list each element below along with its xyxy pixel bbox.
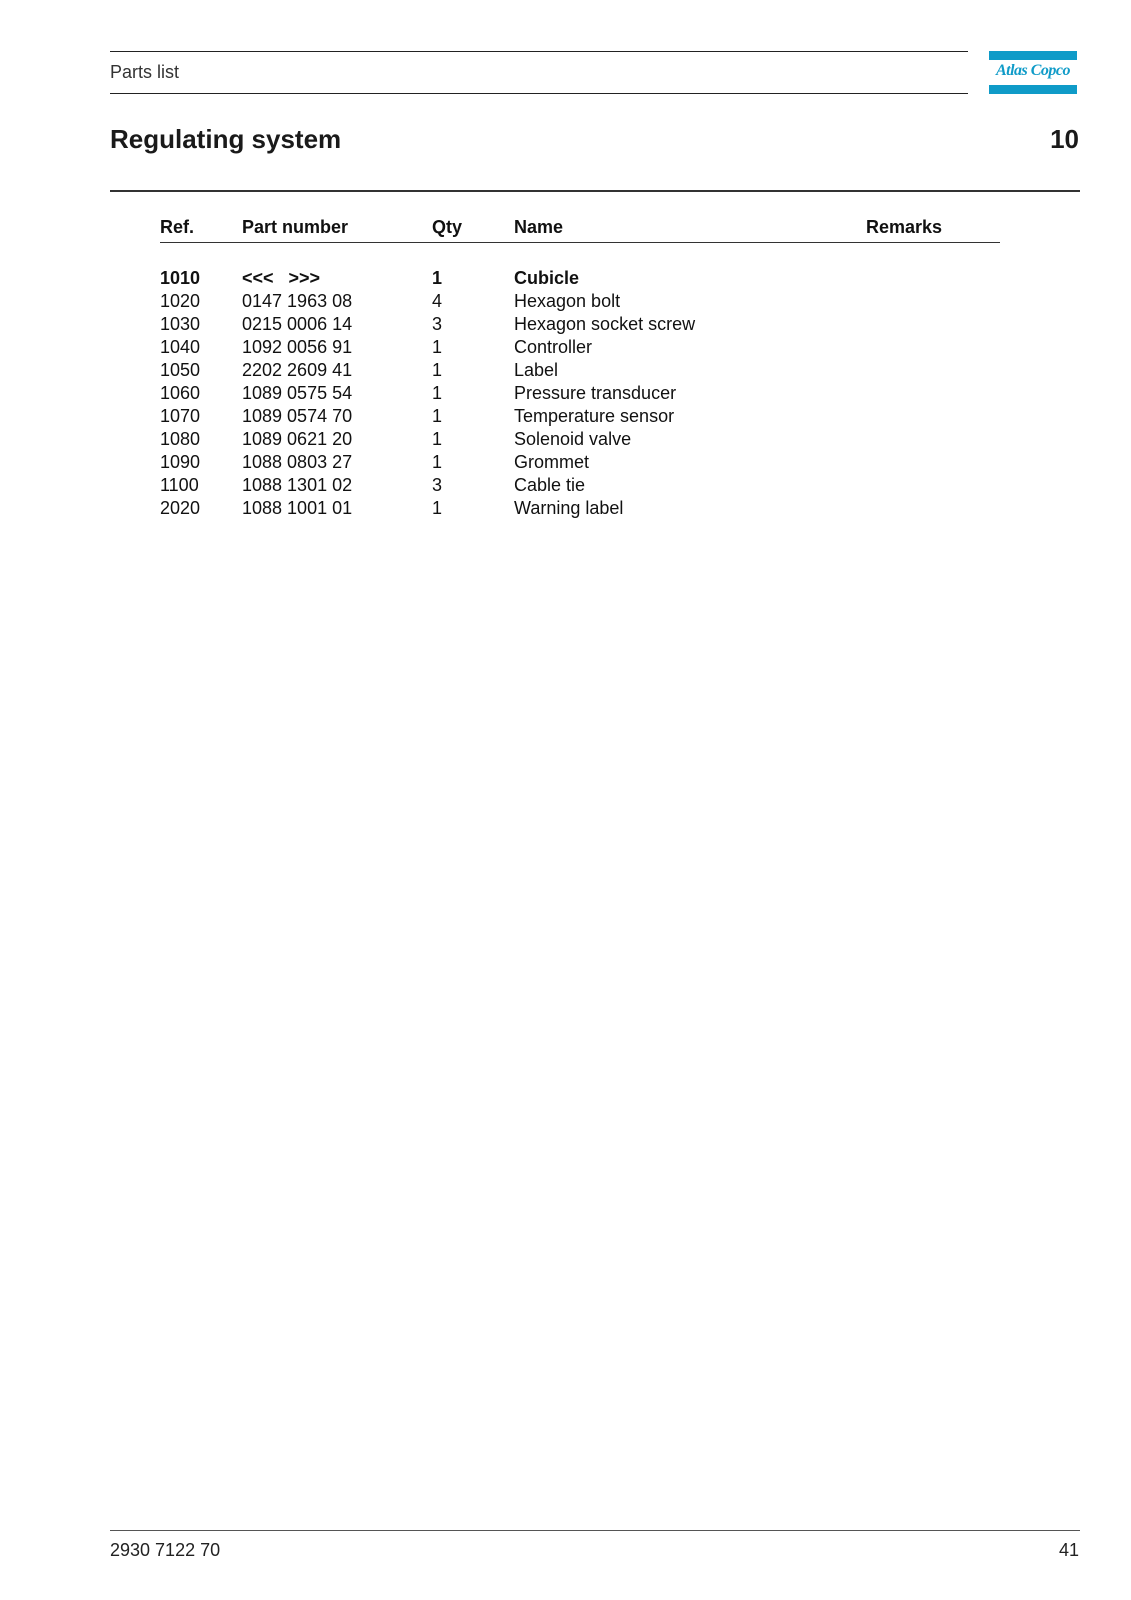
- footer-rule: [110, 1530, 1080, 1531]
- cell-name: Hexagon socket screw: [514, 314, 696, 334]
- footer-doc-number: 2930 7122 70: [110, 1540, 221, 1560]
- logo-bottom-bar: [989, 85, 1077, 94]
- cell-qty: 3: [432, 475, 443, 495]
- cell-name: Grommet: [514, 452, 590, 472]
- cell-part-number: 1089 0621 20: [242, 429, 353, 449]
- table-row: [160, 267, 1000, 290]
- cell-part-number: <<< >>>: [242, 268, 321, 288]
- cell-qty: 1: [432, 429, 443, 449]
- cell-part-number: 1092 0056 91: [242, 337, 353, 357]
- cell-remarks: [866, 428, 1000, 451]
- cell-remarks: [866, 336, 1000, 359]
- cell-name: Controller: [514, 337, 593, 357]
- cell-name: Solenoid valve: [514, 429, 632, 449]
- cell-remarks: [866, 313, 1000, 336]
- table-row: [160, 405, 1000, 428]
- cell-ref: 1010: [160, 268, 201, 288]
- cell-remarks: [866, 359, 1000, 382]
- cell-qty: 1: [432, 452, 443, 472]
- footer-page-number: 41: [1058, 1540, 1079, 1560]
- cell-remarks: [866, 451, 1000, 474]
- table-row: [160, 359, 1000, 382]
- cell-remarks: [866, 267, 1000, 290]
- cell-part-number: 1088 0803 27: [242, 452, 353, 472]
- cell-part-number: 0215 0006 14: [242, 314, 353, 334]
- cell-qty: 4: [432, 291, 443, 311]
- title-rule: [110, 190, 1080, 192]
- cell-ref: 1090: [160, 452, 201, 472]
- cell-remarks: [866, 290, 1000, 313]
- column-header-name: Name: [514, 214, 866, 243]
- column-header-qty: Qty: [432, 214, 514, 243]
- cell-qty: 1: [432, 406, 443, 426]
- column-header-part-number: Part number: [242, 214, 432, 243]
- table-row: [160, 336, 1000, 359]
- cell-qty: 1: [432, 383, 443, 403]
- cell-name: Temperature sensor: [514, 406, 675, 426]
- cell-part-number: 1088 1001 01: [242, 498, 353, 518]
- cell-ref: 1060: [160, 383, 201, 403]
- cell-part-number: 1089 0575 54: [242, 383, 353, 403]
- cell-name: Pressure transducer: [514, 383, 677, 403]
- section-number: 10: [1050, 124, 1079, 154]
- cell-ref: 1040: [160, 337, 201, 357]
- cell-remarks: [866, 497, 1000, 520]
- cell-name: Hexagon bolt: [514, 291, 621, 311]
- parts-table: [160, 214, 1000, 520]
- cell-ref: 1050: [160, 360, 201, 380]
- cell-ref: 1020: [160, 291, 201, 311]
- cell-ref: 2020: [160, 498, 201, 518]
- cell-ref: 1070: [160, 406, 201, 426]
- table-row: [160, 474, 1000, 497]
- cell-remarks: [866, 382, 1000, 405]
- header-top-rule: [110, 51, 968, 52]
- logo-top-bar: [989, 51, 1077, 60]
- cell-part-number: 2202 2609 41: [242, 360, 353, 380]
- table-row: [160, 428, 1000, 451]
- cell-name: Cubicle: [514, 268, 580, 288]
- table-row: [160, 382, 1000, 405]
- cell-ref: 1080: [160, 429, 201, 449]
- cell-qty: 1: [432, 360, 443, 380]
- logo-text: Atlas Copco: [995, 62, 1071, 79]
- table-header-row: [160, 214, 1000, 243]
- header-bottom-rule: [110, 93, 968, 94]
- column-header-ref: Ref.: [160, 214, 242, 243]
- column-header-remarks: Remarks: [866, 214, 1000, 243]
- cell-qty: 1: [432, 268, 443, 288]
- cell-part-number: 0147 1963 08: [242, 291, 353, 311]
- cell-name: Warning label: [514, 498, 624, 518]
- cell-part-number: 1089 0574 70: [242, 406, 353, 426]
- cell-remarks: [866, 474, 1000, 497]
- table-row: [160, 290, 1000, 313]
- header-label: Parts list: [110, 62, 180, 82]
- cell-qty: 1: [432, 498, 443, 518]
- cell-ref: 1100: [160, 475, 199, 495]
- cell-remarks: [866, 405, 1000, 428]
- cell-name: Label: [514, 360, 559, 380]
- table-spacer: [160, 243, 1000, 268]
- table-row: [160, 451, 1000, 474]
- cell-qty: 1: [432, 337, 443, 357]
- cell-qty: 3: [432, 314, 443, 334]
- atlas-copco-logo: [989, 51, 1077, 94]
- cell-part-number: 1088 1301 02: [242, 475, 353, 495]
- cell-name: Cable tie: [514, 475, 586, 495]
- table-row: [160, 497, 1000, 520]
- cell-ref: 1030: [160, 314, 201, 334]
- section-title: Regulating system: [110, 124, 342, 154]
- table-row: [160, 313, 1000, 336]
